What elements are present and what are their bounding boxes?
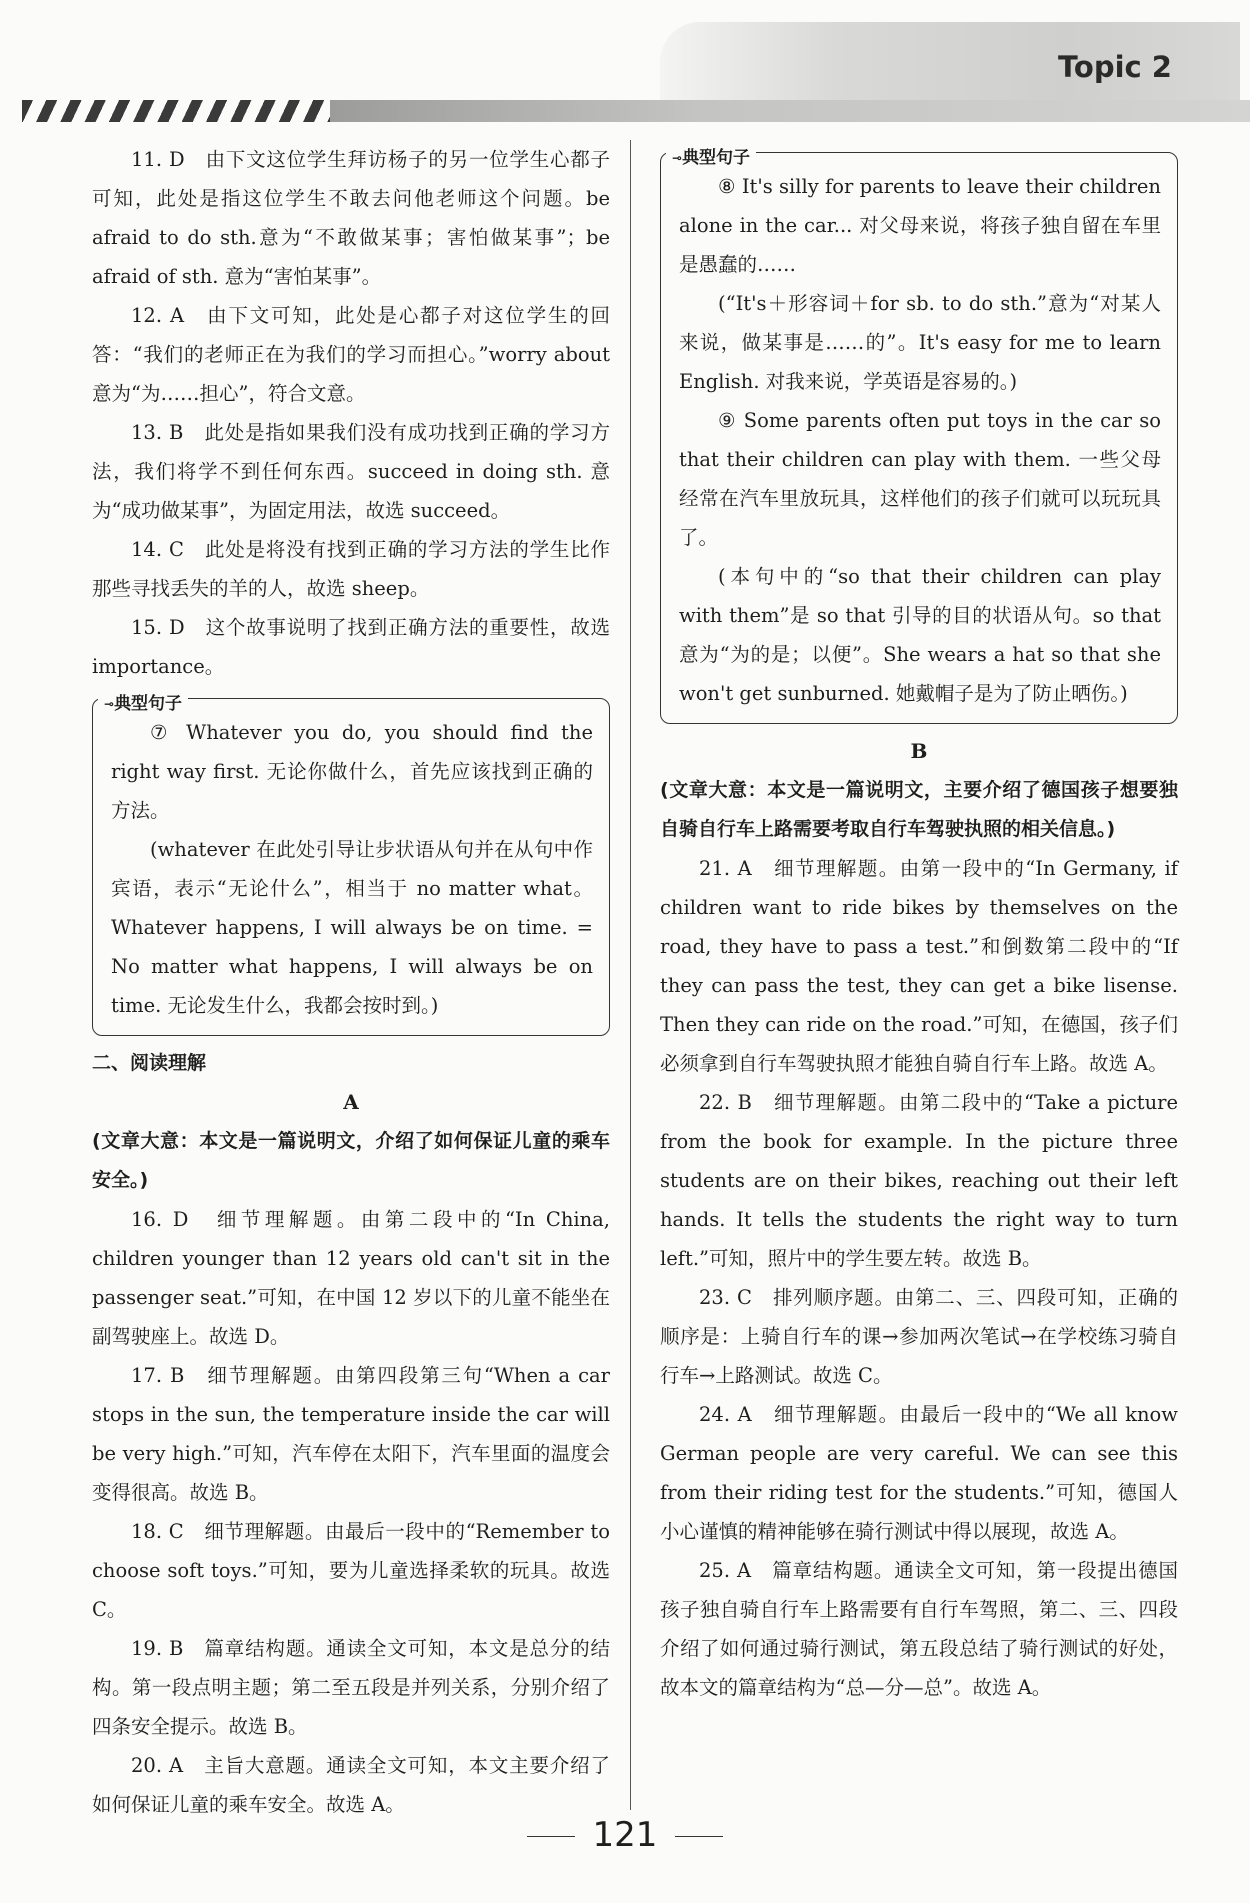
box-content xyxy=(92,698,610,1036)
box-label: ⊸典型句子 xyxy=(666,146,756,170)
passage-a-letter: A xyxy=(343,1090,359,1114)
page-number: 121 xyxy=(0,1815,1250,1855)
answer-20: 20. A 主旨大意题。通读全文可知，本文主要介绍了如何保证儿童的乘车安全。故选 A。 xyxy=(92,1754,610,1816)
column-divider xyxy=(630,140,631,1810)
box-label: ⊸典型句子 xyxy=(98,692,188,716)
box-content xyxy=(660,152,1178,724)
answer-12: 12. A 由下文可知，此处是心都子对这位学生的回答：“我们的老师正在为我们的学习而担心。”worry about 意为“为……担心”，符合文意。 xyxy=(92,304,610,405)
section-title: 二、阅读理解 xyxy=(92,1052,207,1074)
answer-16: 16. D 细节理解题。由第二段中的“In China, children younger than 12 years old can't sit in the passenger seat.”可知，在中国 12 岁以下的儿童不能坐在副驾驶座上。故选 D。 xyxy=(92,1208,610,1348)
answer-18: 18. C 细节理解题。由最后一段中的“Remember to choose soft toys.”可知，要为儿童选择柔软的玩具。故选 C。 xyxy=(92,1520,610,1621)
typical-sentence-box-right xyxy=(660,148,1178,724)
answer-23: 23. C 排列顺序题。由第二、三、四段可知，正确的顺序是：上骑自行车的课→参加两次笔试→在学校练习骑自行车→上路测试。故选 C。 xyxy=(660,1286,1178,1387)
header-rule xyxy=(330,100,1250,122)
answer-22: 22. B 细节理解题。由第二段中的“Take a picture from the book for example. In the picture three students are on their bikes, reaching out their left hands. It tells the students the right way to turn left.”可知，照片中的学生要左转。故选 B。 xyxy=(660,1091,1178,1270)
answer-21: 21. A 细节理解题。由第一段中的“In Germany, if children want to ride bikes by themselves on the road, they have to pass a test.”和倒数第二段中的“If they can pass the test, they can get a bike lisense. Then they can ride on the road.”可知，在德国，孩子们必须拿到自行车驾驶执照才能独自骑自行车上路。故选 A。 xyxy=(660,857,1178,1075)
typical-sentence-8-note: (“It's＋形容词＋for sb. to do sth.”意为“对某人来说，做某事是……的”。It's easy for me to learn English. 对我来说，学英语是容易的。) xyxy=(679,292,1161,393)
answer-14: 14. C 此处是将没有找到正确的学习方法的学生比作那些寻找丢失的羊的人，故选 sheep。 xyxy=(92,538,610,600)
typical-sentence-box-left xyxy=(92,694,610,1036)
passage-b-letter: B xyxy=(910,739,928,763)
typical-sentence-8: ⑧ It's silly for parents to leave their children alone in the car... 对父母来说，将孩子独自留在车里是愚蠢的…… xyxy=(679,175,1161,276)
header-stripes xyxy=(22,100,332,122)
typical-sentence-9: ⑨ Some parents often put toys in the car so that their children can play with them. 一些父母经常在汽车里放玩具，这样他们的孩子们就可以玩玩具了。 xyxy=(679,409,1161,549)
right-column xyxy=(660,140,1178,1707)
typical-sentence-7-note: (whatever 在此处引导让步状语从句并在从句中作宾语，表示“无论什么”，相当于 no matter what。Whatever happens, I will always be on time. = No matter what happens, I will always be on time. 无论发生什么，我都会按时到。) xyxy=(111,838,593,1017)
left-column xyxy=(92,140,610,1824)
answer-15: 15. D 这个故事说明了找到正确方法的重要性，故选 importance。 xyxy=(92,616,610,678)
topic-label: Topic 2 xyxy=(1057,50,1172,84)
answer-24: 24. A 细节理解题。由最后一段中的“We all know German people are very careful. We can see this from their riding test for the students.”可知，德国人小心谨慎的精神能够在骑行测试中得以展现，故选 A。 xyxy=(660,1403,1178,1543)
answer-19: 19. B 篇章结构题。通读全文可知，本文是总分的结构。第一段点明主题；第二至五段是并列关系，分别介绍了四条安全提示。故选 B。 xyxy=(92,1637,610,1738)
answer-17: 17. B 细节理解题。由第四段第三句“When a car stops in the sun, the temperature inside the car will be very high.”可知，汽车停在太阳下，汽车里面的温度会变得很高。故选 B。 xyxy=(92,1364,610,1504)
passage-b-summary: (文章大意：本文是一篇说明文，主要介绍了德国孩子想要独自骑自行车上路需要考取自行车驾驶执照的相关信息。) xyxy=(660,779,1178,840)
typical-sentence-7: ⑦ Whatever you do, you should find the right way first. 无论你做什么，首先应该找到正确的方法。 xyxy=(111,721,593,822)
answer-13: 13. B 此处是指如果我们没有成功找到正确的学习方法，我们将学不到任何东西。succeed in doing sth. 意为“成功做某事”，为固定用法，故选 succeed。 xyxy=(92,421,610,522)
typical-sentence-9-note: (本句中的“so that their children can play with them”是 so that 引导的目的状语从句。so that 意为“为的是；以便”。She wears a hat so that she won't get sunburned. 她戴帽子是为了防止晒伤。) xyxy=(679,565,1161,705)
page-number-dash-left xyxy=(527,1836,575,1838)
page-number-dash-right xyxy=(675,1836,723,1838)
answer-25: 25. A 篇章结构题。通读全文可知，第一段提出德国孩子独自骑自行车上路需要有自行车驾照，第二、三、四段介绍了如何通过骑行测试，第五段总结了骑行测试的好处，故本文的篇章结构为“总—分—总”。故选 A。 xyxy=(660,1559,1178,1699)
passage-a-summary: (文章大意：本文是一篇说明文，介绍了如何保证儿童的乘车安全。) xyxy=(92,1130,610,1191)
answer-11: 11. D 由下文这位学生拜访杨子的另一位学生心都子可知，此处是指这位学生不敢去问他老师这个问题。be afraid to do sth.意为“不敢做某事；害怕做某事”；be afraid of sth. 意为“害怕某事”。 xyxy=(92,148,610,288)
